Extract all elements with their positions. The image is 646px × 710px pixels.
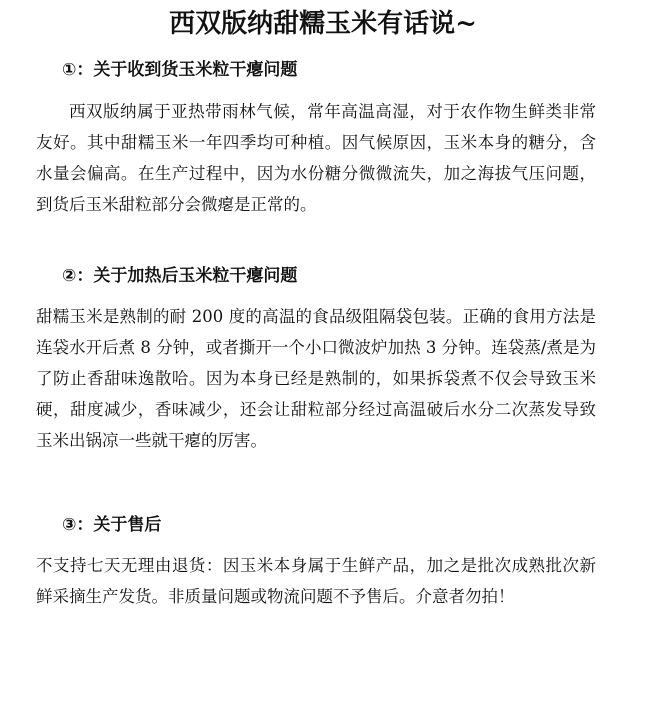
section-body-after-sales: 不支持七天无理由退货：因玉米本身属于生鲜产品，加之是批次成熟批次新鲜采摘生产发货。非质量问题或物流问题不予售后。介意者勿拍！	[36, 556, 596, 606]
section-heading-received-kernels: ①：关于收到货玉米粒干瘪问题	[62, 60, 298, 80]
section-body-received-kernels: 西双版纳属于亚热带雨林气候，常年高温高湿，对于农作物生鲜类非常友好。其中甜糯玉米一年四季均可种植。因气候原因，玉米本身的糖分，含水量会偏高。在生产过程中，因为水份糖分微微流失，加之海拔气压问题，到货后玉米甜粒部分会微瘪是正常的。	[36, 102, 596, 214]
document-title: 西双版纳甜糯玉米有话说~	[169, 9, 477, 39]
section-body-heating-kernels: 甜糯玉米是熟制的耐 200 度的高温的食品级阻隔袋包装。正确的食用方法是连袋水开后煮 8 分钟，或者撕开一个小口微波炉加热 3 分钟。连袋蒸/煮是为了防止香甜味逸散哈。因为本身已经是熟制的，如果拆袋煮不仅会导致玉米硬，甜度减少，香味减少，还会让甜粒部分经过高温破后水分二次蒸发导致玉米出锅凉一些就干瘪的厉害。	[36, 307, 596, 450]
section-heading-after-sales: ③：关于售后	[62, 515, 162, 535]
section-heading-heating-kernels: ②：关于加热后玉米粒干瘪问题	[62, 266, 298, 286]
